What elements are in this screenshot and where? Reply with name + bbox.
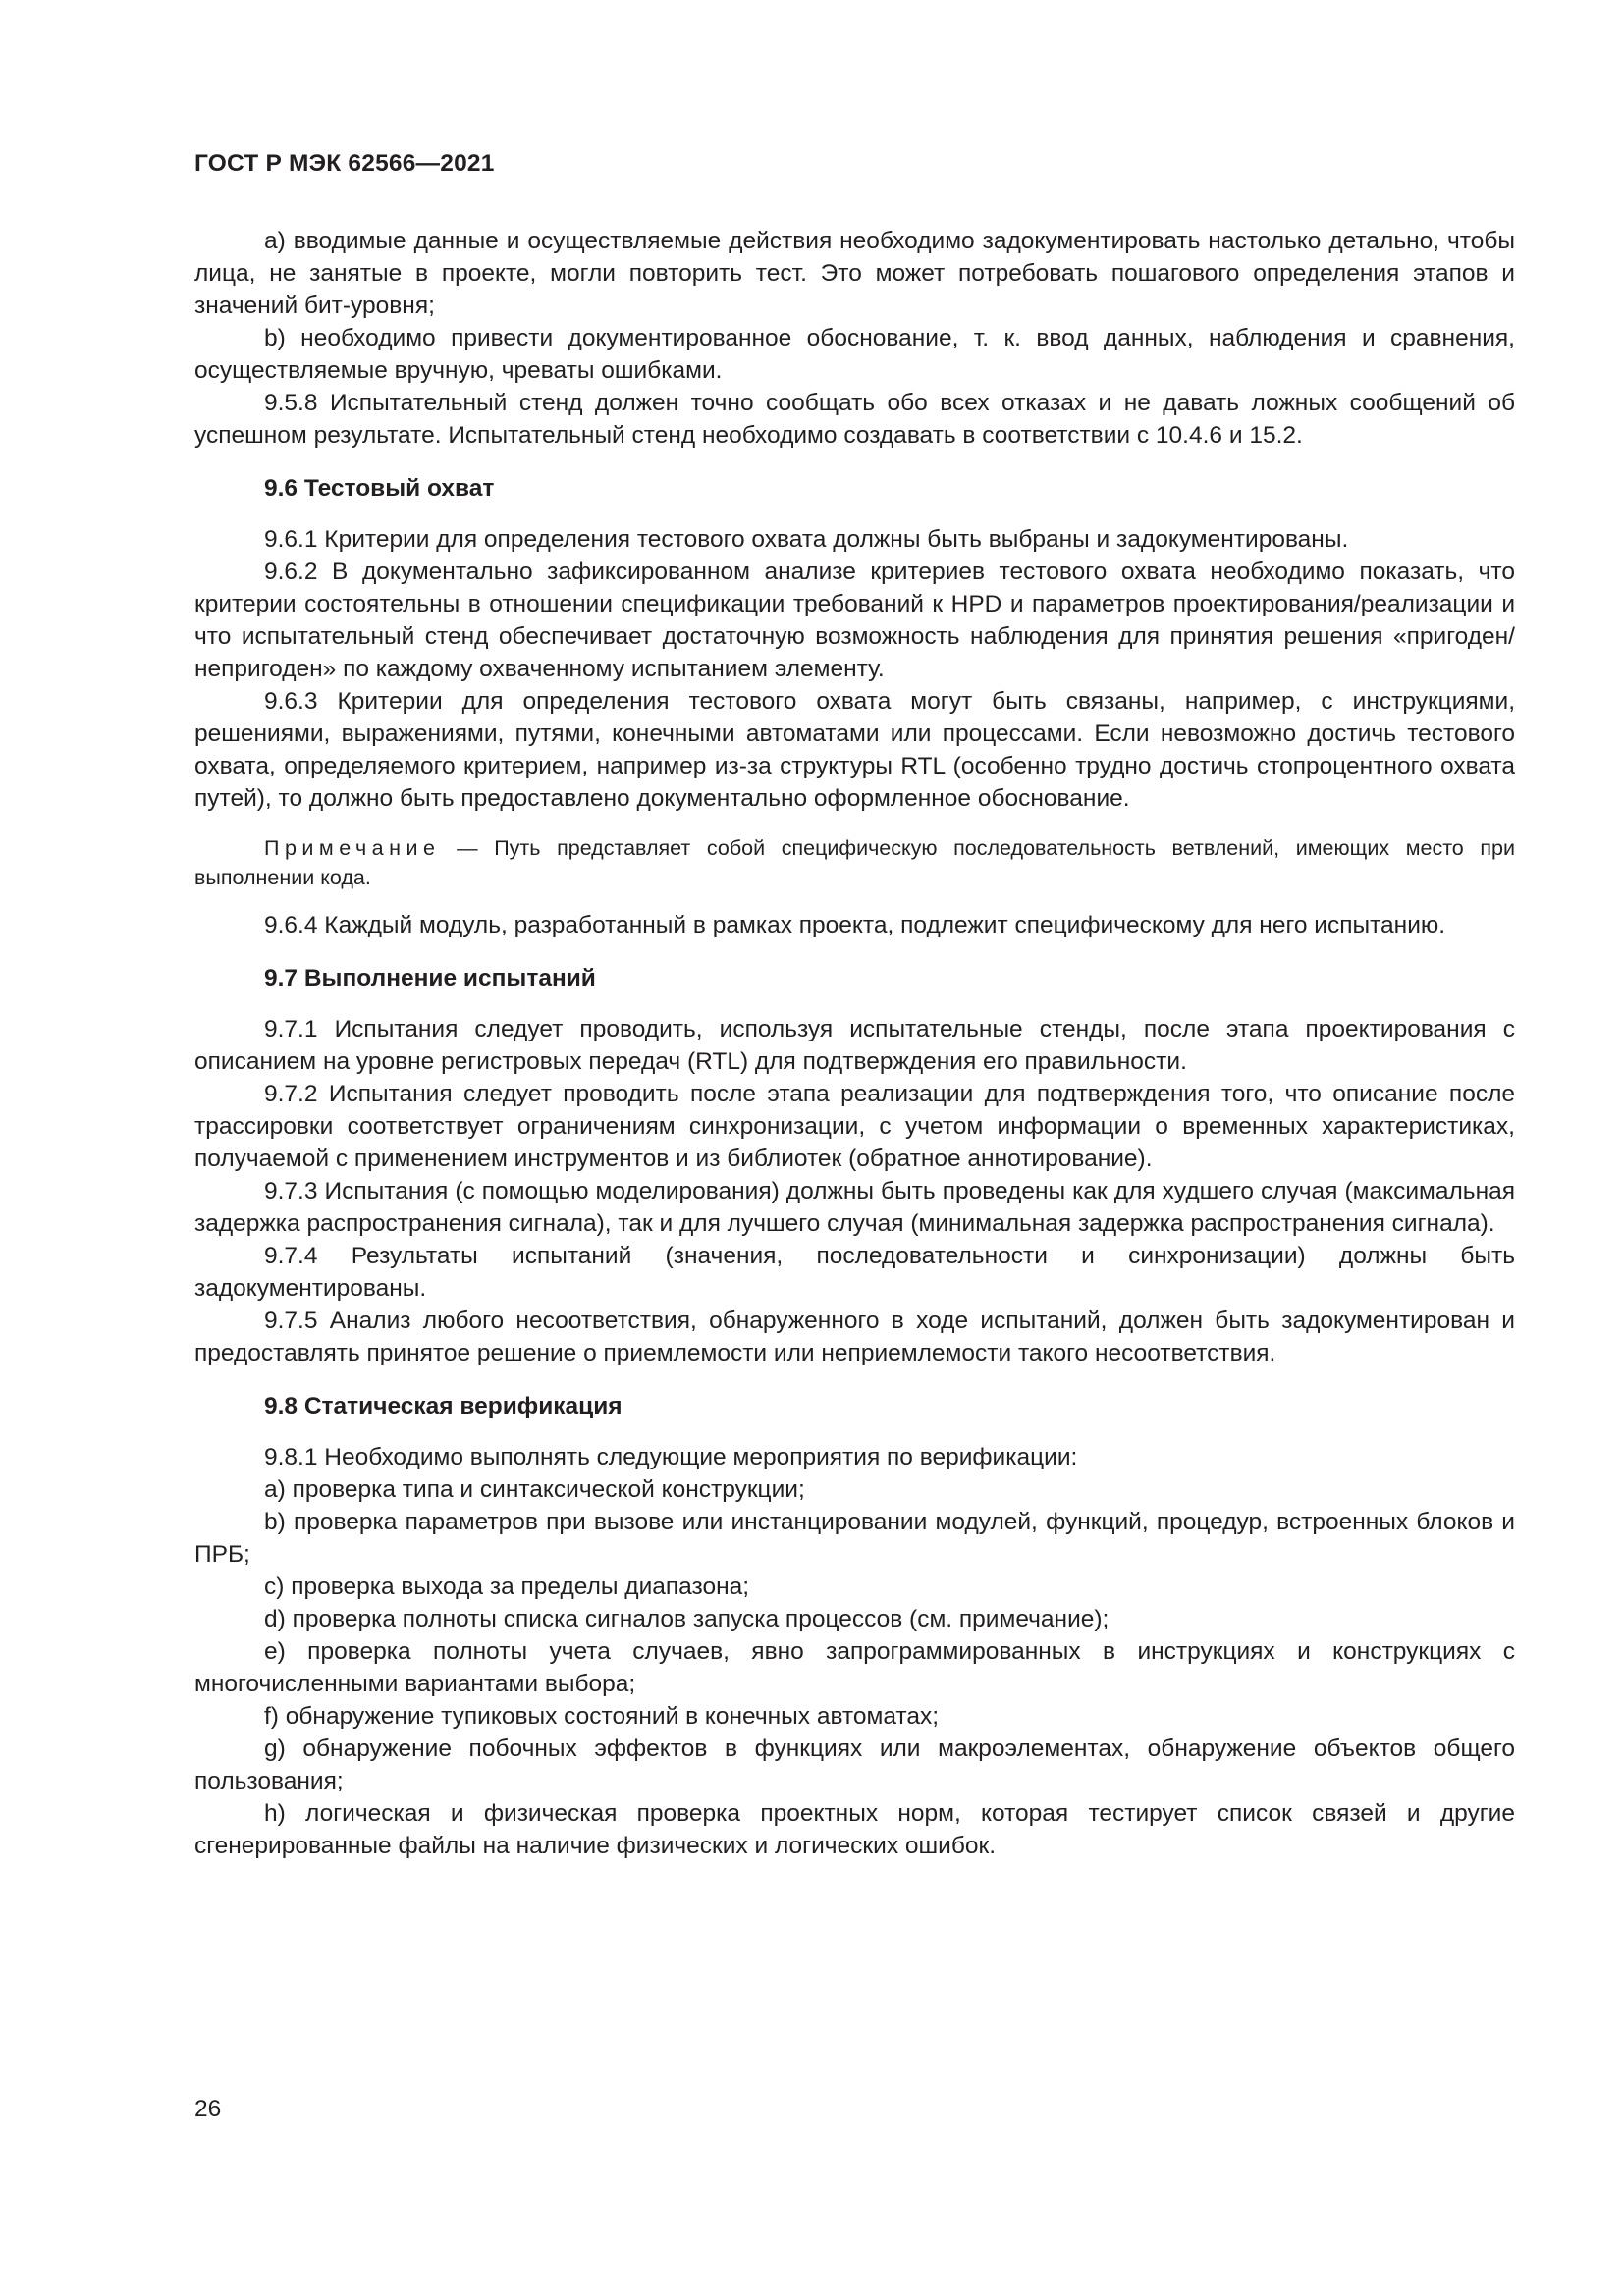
list-item: f) обнаружение тупиковых состояний в конечных автоматах; [264, 1703, 940, 1730]
list-item: h) логическая и физическая проверка проектных норм, которая тестирует список связей и другие сгенерированные файлы на наличие физических и логических ошибок. [194, 1800, 1515, 1859]
list-item: e) проверка полноты учета случаев, явно запрограммированных в инструкциях и конструкциях с многочисленными вариантами выбора; [194, 1638, 1515, 1697]
paragraph: 9.7.5 Анализ любого несоответствия, обнаруженного в ходе испытаний, должен быть задокументирован и предоставлять принятое решение о приемлемости или неприемлемости такого несоответствия. [194, 1308, 1515, 1366]
note [194, 833, 1515, 892]
page-body [194, 225, 1515, 1862]
paragraph: 9.8.1 Необходимо выполнять следующие мероприятия по верификации: [264, 1444, 1078, 1470]
paragraph: 9.7.4 Результаты испытаний (значения, последовательности и синхронизации) должны быть задокументированы. [194, 1243, 1515, 1302]
list-item: a) проверка типа и синтаксической конструкции; [264, 1476, 805, 1503]
paragraph: 9.6.2 В документально зафиксированном анализе критериев тестового охвата необходимо показать, что критерии состоятельны в отношении спецификации требований к HPD и параметров проектирования/реализации и что испытательный стенд обеспечивает достаточную возможность наблюдения для принятия решения «пригоден/непригоден» по каждому охваченному испытанием элементу. [194, 559, 1515, 682]
paragraph: 9.5.8 Испытательный стенд должен точно сообщать обо всех отказах и не давать ложных сообщений об успешном результате. Испытательный стенд необходимо создавать в соответствии с 10.4.6 и 15.2. [194, 390, 1515, 449]
paragraph: b) необходимо привести документированное обоснование, т. к. ввод данных, наблюдения и сравнения, осуществляемые вручную, чреваты ошибками. [194, 325, 1515, 384]
page-number: 26 [194, 2096, 222, 2122]
list-item: b) проверка параметров при вызове или инстанцировании модулей, функций, процедур, встроенных блоков и ПРБ; [194, 1509, 1515, 1568]
paragraph: 9.7.3 Испытания (с помощью моделирования) должны быть проведены как для худшего случая (максимальная задержка распространения сигнала), так и для лучшего случая (минимальная задержка распространения сигнала). [194, 1178, 1515, 1237]
list-item: d) проверка полноты списка сигналов запуска процессов (см. примечание); [264, 1606, 1110, 1632]
paragraph: 9.6.4 Каждый модуль, разработанный в рамках проекта, подлежит специфическому для него испытанию. [264, 912, 1446, 938]
note-text: — Путь представляет собой специфическую последовательность ветвлений, имеющих место при выполнении кода. [194, 836, 1515, 889]
paragraph: 9.6.1 Критерии для определения тестового охвата должны быть выбраны и задокументированы. [264, 526, 1349, 553]
note-label: Примечание [264, 836, 441, 860]
section-heading: 9.7 Выполнение испытаний [264, 965, 596, 991]
paragraph: 9.7.1 Испытания следует проводить, используя испытательные стенды, после этапа проектирования с описанием на уровне регистровых передач (RTL) для подтверждения его правильности. [194, 1016, 1515, 1075]
document-header: ГОСТ Р МЭК 62566—2021 [194, 150, 495, 177]
paragraph: 9.6.3 Критерии для определения тестового охвата могут быть связаны, например, с инструкциями, решениями, выражениями, путями, конечными автоматами или процессами. Если невозможно достичь тестового охвата, определяемого критерием, например из-за структуры RTL (особенно трудно достичь стопроцентного охвата путей), то должно быть предоставлено документально оформленное обоснование. [194, 688, 1515, 812]
paragraph: 9.7.2 Испытания следует проводить после этапа реализации для подтверждения того, что описание после трассировки соответствует ограничениям синхронизации, с учетом информации о временных характеристиках, получаемой с применением инструментов и из библиотек (обратное аннотирование). [194, 1081, 1515, 1172]
list-item: g) обнаружение побочных эффектов в функциях или макроэлементах, обнаружение объектов общего пользования; [194, 1735, 1515, 1794]
list-item: c) проверка выхода за пределы диапазона; [264, 1574, 750, 1600]
section-heading: 9.6 Тестовый охват [264, 475, 495, 502]
paragraph: a) вводимые данные и осуществляемые действия необходимо задокументировать настолько детально, чтобы лица, не занятые в проекте, могли повторить тест. Это может потребовать пошагового определения этапов и значений бит-уровня; [194, 228, 1515, 319]
section-heading: 9.8 Статическая верификация [264, 1393, 623, 1419]
